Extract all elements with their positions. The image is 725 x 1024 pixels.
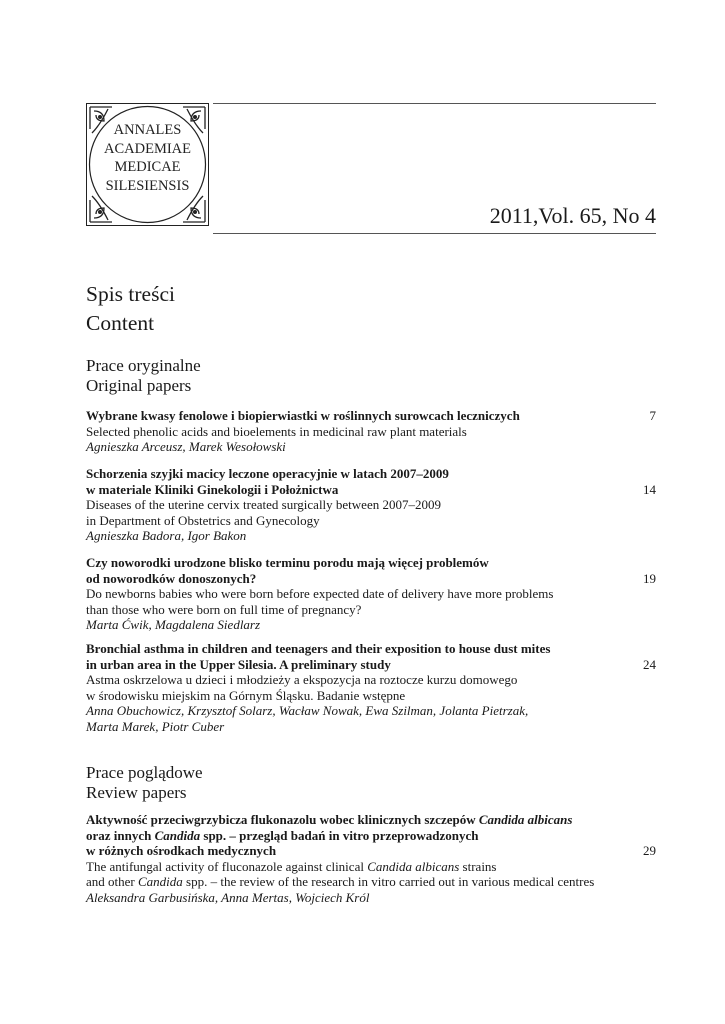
entry-title-pl[interactable]: Czy noworodki urodzone blisko terminu porodu mają więcej problemów [86, 555, 489, 570]
toc-title-pl: Spis treści [86, 282, 175, 306]
toc-entry[interactable] [86, 812, 656, 905]
section-title-review [86, 763, 203, 803]
section-title-en: Original papers [86, 376, 192, 395]
logo-line: SILESIENSIS [105, 177, 190, 194]
entry-authors: Marta Marek, Piotr Cuber [86, 718, 225, 734]
entry-authors: Aleksandra Garbusińska, Anna Mertas, Wojciech Król [86, 889, 370, 905]
entry-title-en: Selected phenolic acids and bioelements in medicinal raw plant materials [86, 423, 467, 439]
entry-title-pl[interactable] [86, 571, 656, 587]
entry-title-en: The antifungal activity of fluconazole against clinical Candida albicans strains [86, 858, 497, 874]
header-rule-top [213, 103, 656, 104]
header-rule-bottom [213, 233, 656, 234]
entry-title-pl[interactable]: Bronchial asthma in children and teenagers and their exposition to house dust mites [86, 641, 551, 656]
entry-authors: Marta Ćwik, Magdalena Siedlarz [86, 617, 261, 632]
journal-logo [86, 103, 209, 226]
entry-title-pl[interactable]: oraz innych Candida spp. – przegląd badań in vitro przeprowadzonych [86, 827, 479, 843]
entry-title-en: Do newborns babies who were born before expected date of delivery have more problems [86, 586, 554, 601]
logo-line: ANNALES [113, 122, 182, 138]
entry-title-pl-text: w różnych ośrodkach medycznych [86, 843, 277, 858]
page-number: 7 [649, 408, 656, 423]
section-title-en: Review papers [86, 783, 187, 802]
page-number: 19 [643, 570, 656, 586]
entry-title-en: and other Candida spp. – the review of the research in vitro carried out in various medical centres [86, 874, 595, 889]
entry-title-en: Diseases of the uterine cervix treated surgically between 2007–2009 [86, 497, 441, 512]
logo-line: ACADEMIAE [104, 140, 191, 157]
page-number: 29 [643, 843, 656, 858]
entry-authors: Agnieszka Arceusz, Marek Wesołowski [86, 439, 286, 454]
entry-title-pl-text: w materiale Kliniki Ginekologii i Położnictwa [86, 481, 339, 497]
section-title-pl: Prace oryginalne [86, 356, 201, 375]
entry-authors: Agnieszka Badora, Igor Bakon [86, 528, 247, 543]
entry-title-pl[interactable] [86, 843, 656, 859]
logo-line: MEDICAE [114, 159, 181, 175]
entry-title-pl[interactable]: Schorzenia szyjki macicy leczone operacyjnie w latach 2007–2009 [86, 466, 449, 481]
logo-text [86, 121, 209, 195]
entry-title-pl[interactable]: Wybrane kwasy fenolowe i biopierwiastki w roślinnych surowcach leczniczych [86, 408, 520, 423]
entry-title-en: in Department of Obstetrics and Gynecology [86, 512, 320, 528]
entry-title-pl[interactable] [86, 482, 656, 498]
entry-title-pl[interactable]: Aktywność przeciwgrzybicza flukonazolu wobec klinicznych szczepów Candida albicans [86, 812, 573, 827]
entry-title-pl-text: od noworodków donoszonych? [86, 570, 257, 586]
entry-title-en: Astma oskrzelowa u dzieci i młodzieży a ekspozycja na roztocze kurzu domowego [86, 672, 518, 687]
toc-entry[interactable] [86, 466, 656, 544]
toc-entry[interactable] [86, 641, 656, 734]
page-number: 14 [643, 481, 656, 497]
entry-authors: Anna Obuchowicz, Krzysztof Solarz, Wacław Nowak, Ewa Szilman, Jolanta Pietrzak, [86, 703, 529, 718]
toc-entry[interactable] [86, 408, 656, 455]
entry-title-en: than those who were born on full time of pregnancy? [86, 601, 362, 617]
toc-title-en: Content [86, 311, 155, 335]
toc-title [86, 280, 175, 338]
section-title-original [86, 356, 201, 396]
entry-title-en: w środowisku miejskim na Górnym Śląsku. Badanie wstępne [86, 687, 406, 703]
page-number: 24 [643, 656, 656, 672]
toc-entry[interactable] [86, 555, 656, 633]
entry-title-pl-text: in urban area in the Upper Silesia. A preliminary study [86, 656, 391, 672]
section-title-pl: Prace poglądowe [86, 763, 203, 782]
entry-title-pl[interactable] [86, 657, 656, 673]
issue-label: 2011,Vol. 65, No 4 [489, 203, 656, 228]
